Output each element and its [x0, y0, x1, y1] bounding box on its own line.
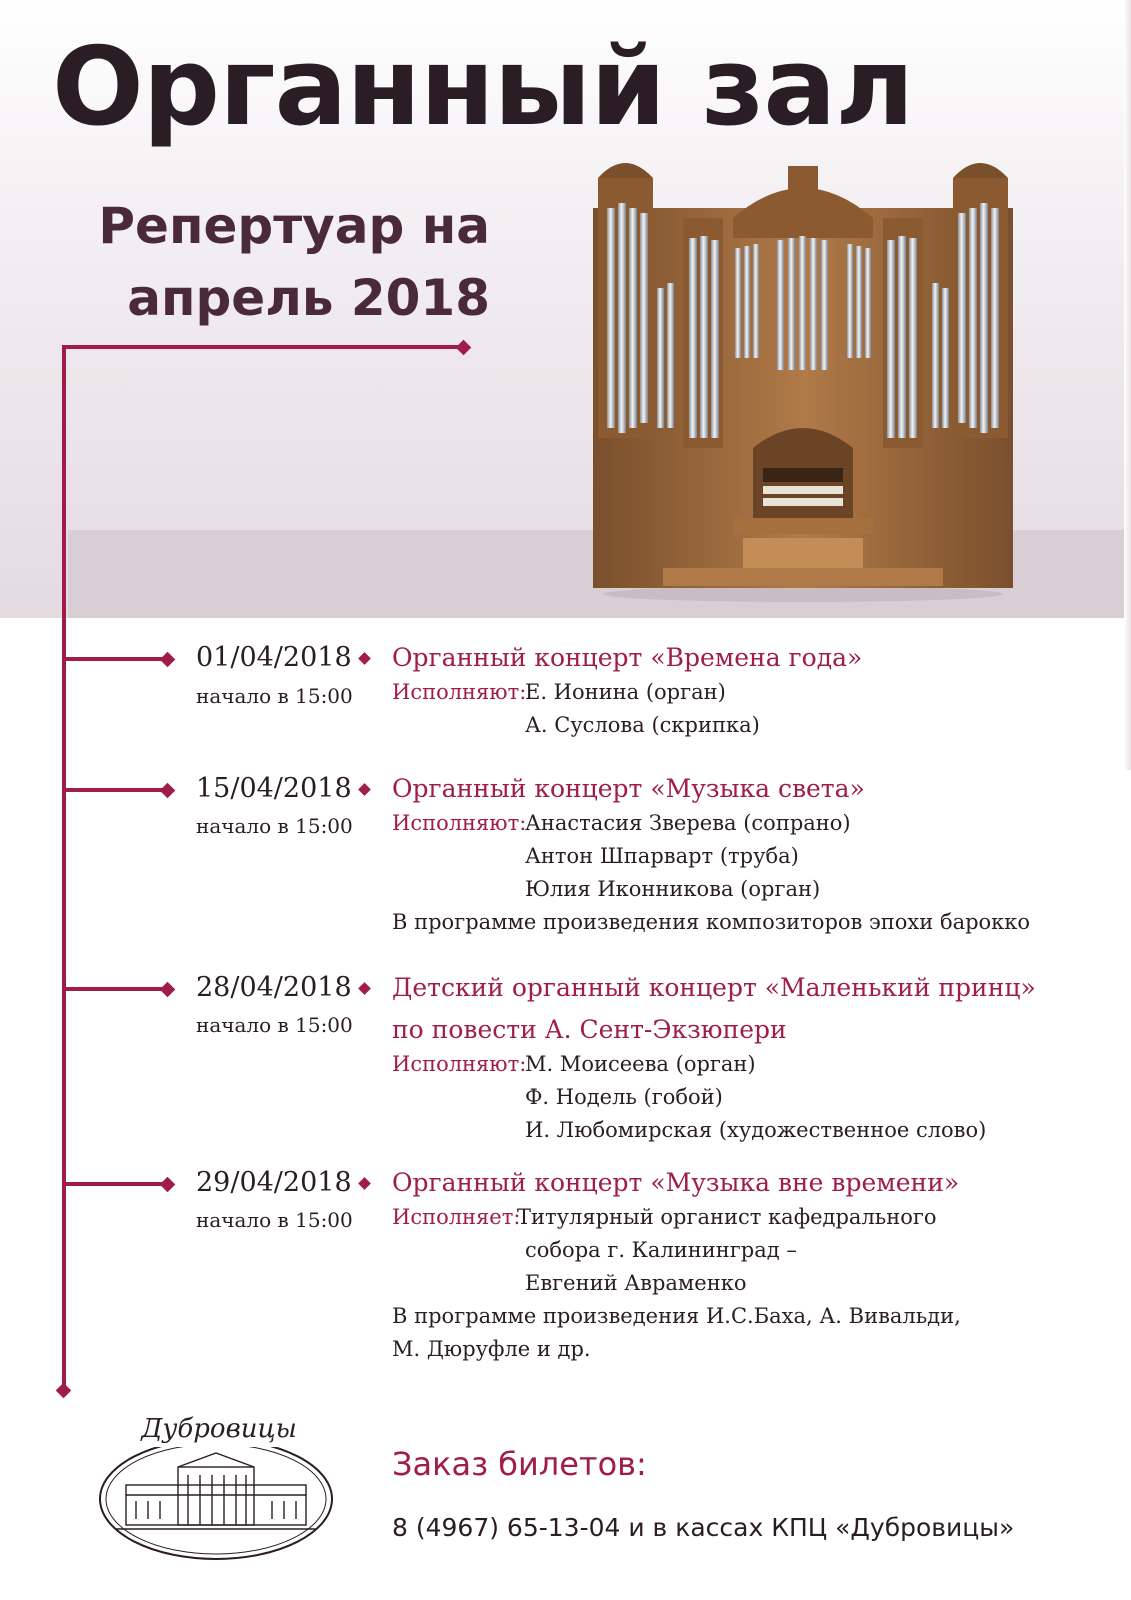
performer: собора г. Калининград – — [525, 1238, 797, 1262]
performer: Евгений Авраменко — [525, 1271, 747, 1295]
event-title-line-2: по повести А. Сент-Экзюпери — [392, 1015, 787, 1044]
timeline-diamond-2 — [160, 783, 176, 799]
timeline-diamond-1 — [160, 652, 176, 668]
tickets-title: Заказ билетов: — [392, 1445, 647, 1483]
program-note: В программе произведения И.С.Баха, А. Вивальди, — [392, 1304, 961, 1328]
tickets-contact: 8 (4967) 65-13-04 и в кассах КПЦ «Дубровицы» — [392, 1513, 1015, 1542]
event-title: Органный концерт «Музыка вне времени» — [392, 1168, 960, 1197]
performer: И. Любомирская (художественное слово) — [525, 1118, 987, 1142]
subtitle-line-1: Репертуар на — [98, 197, 490, 255]
performer: Антон Шпарварт (труба) — [525, 844, 799, 868]
logo-text: Дубровицы — [141, 1414, 297, 1444]
page-title: Органный зал — [52, 25, 914, 150]
page-edge-shadow — [1124, 0, 1131, 770]
program-note: В программе произведения композиторов эпохи барокко — [392, 910, 1031, 934]
organ-illustration — [583, 148, 1023, 604]
timeline-connector-3 — [62, 987, 166, 991]
event-date: 01/04/2018 — [196, 642, 352, 673]
event-start-time: начало в 15:00 — [196, 684, 353, 708]
performers-label: Исполняет: — [392, 1205, 521, 1229]
timeline-header-connector — [62, 345, 462, 349]
performer: А. Суслова (скрипка) — [525, 713, 760, 737]
performers-label: Исполняют: — [392, 680, 527, 704]
timeline-line — [62, 349, 66, 1395]
event-date: 29/04/2018 — [196, 1167, 352, 1198]
event-start-time: начало в 15:00 — [196, 1013, 353, 1037]
event-date: 15/04/2018 — [196, 773, 352, 804]
timeline-end-diamond — [56, 1383, 72, 1399]
event-start-time: начало в 15:00 — [196, 814, 353, 838]
event-title: Органный концерт «Времена года» — [392, 643, 863, 672]
performer: Ф. Нодель (гобой) — [525, 1085, 723, 1109]
program-note-line-2: М. Дюруфле и др. — [392, 1337, 591, 1361]
event-title: Детский органный концерт «Маленький принц» — [392, 973, 1036, 1002]
event-date: 28/04/2018 — [196, 972, 352, 1003]
event-start-time: начало в 15:00 — [196, 1208, 353, 1232]
timeline-connector-2 — [62, 788, 166, 792]
performer: М. Моисеева (орган) — [525, 1052, 756, 1076]
timeline-connector-4 — [62, 1182, 166, 1186]
page-subtitle — [60, 190, 490, 334]
event-bullet-diamond — [358, 1177, 371, 1190]
performer: Титулярный органист кафедрального — [517, 1205, 937, 1229]
event-title: Органный концерт «Музыка света» — [392, 774, 865, 803]
performer: Е. Ионина (орган) — [525, 680, 726, 704]
timeline-connector-1 — [62, 657, 166, 661]
event-bullet-diamond — [358, 652, 371, 665]
subtitle-line-2: апрель 2018 — [127, 269, 490, 327]
performer: Анастасия Зверева (сопрано) — [525, 811, 851, 835]
timeline-diamond-4 — [160, 1177, 176, 1193]
performers-label: Исполняют: — [392, 811, 527, 835]
event-bullet-diamond — [358, 783, 371, 796]
event-bullet-diamond — [358, 982, 371, 995]
performers-label: Исполняют: — [392, 1052, 527, 1076]
timeline-diamond-3 — [160, 982, 176, 998]
dubrovitsy-logo — [96, 1403, 336, 1571]
performer: Юлия Иконникова (орган) — [525, 877, 821, 901]
